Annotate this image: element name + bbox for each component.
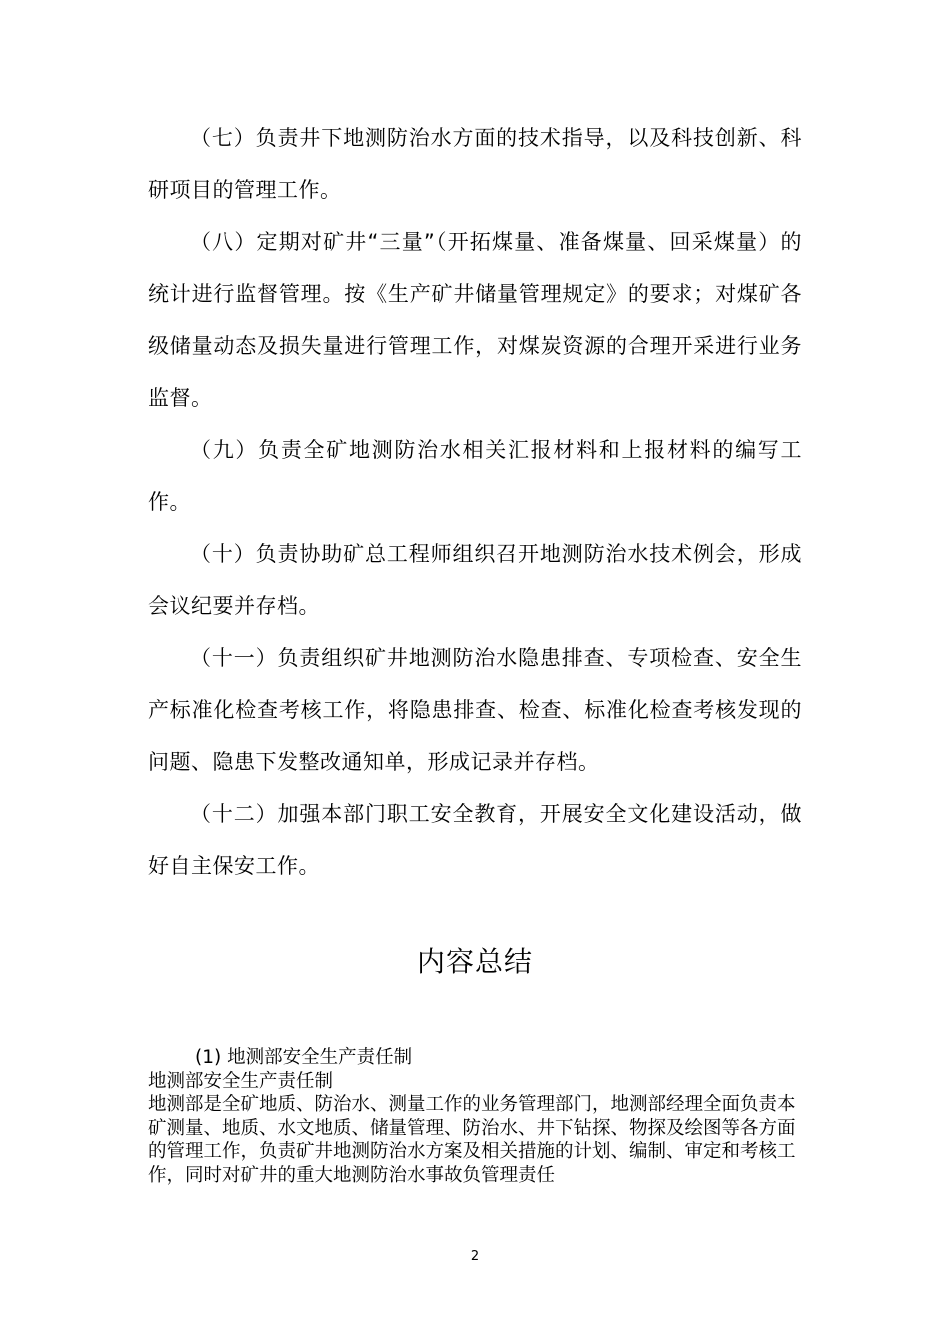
paragraph-7: （七）负责井下地测防治水方面的技术指导，以及科技创新、科研项目的管理工作。: [148, 126, 802, 202]
summary-subheading: 地测部安全生产责任制: [148, 1070, 334, 1092]
paragraph-10: （十）负责协助矿总工程师组织召开地测防治水技术例会，形成会议纪要并存档。: [148, 542, 802, 618]
summary-item-heading: (1) 地测部安全生产责任制: [195, 1047, 413, 1068]
summary-block: [148, 1046, 798, 1187]
summary-title: 内容总结: [416, 945, 533, 978]
paragraph-8: （八）定期对矿井“三量”（开拓煤量、准备煤量、回采煤量）的统计进行监督管理。按《生产矿井储量管理规定》的要求；对煤矿各级储量动态及损失量进行管理工作，对煤炭资源的合理开采进行业务监督。: [148, 230, 802, 410]
paragraph-9: （九）负责全矿地测防治水相关汇报材料和上报材料的编写工作。: [148, 438, 802, 514]
paragraph-11: （十一）负责组织矿井地测防治水隐患排查、专项检查、安全生产标准化检查考核工作，将隐患排查、检查、标准化检查考核发现的问题、隐患下发整改通知单，形成记录并存档。: [148, 646, 802, 774]
body-text: [148, 112, 802, 892]
summary-content: 地测部是全矿地质、防治水、测量工作的业务管理部门，地测部经理全面负责本矿测量、地质、水文地质、储量管理、防治水、井下钻探、物探及绘图等各方面的管理工作，负责矿井地测防治水方案及相关措施的计划、编制、审定和考核工作，同时对矿井的重大地测防治水事故负管理责任: [148, 1094, 796, 1186]
paragraph-12: （十二）加强本部门职工安全教育，开展安全文化建设活动，做好自主保安工作。: [148, 802, 802, 878]
page-number: 2: [470, 1249, 480, 1264]
